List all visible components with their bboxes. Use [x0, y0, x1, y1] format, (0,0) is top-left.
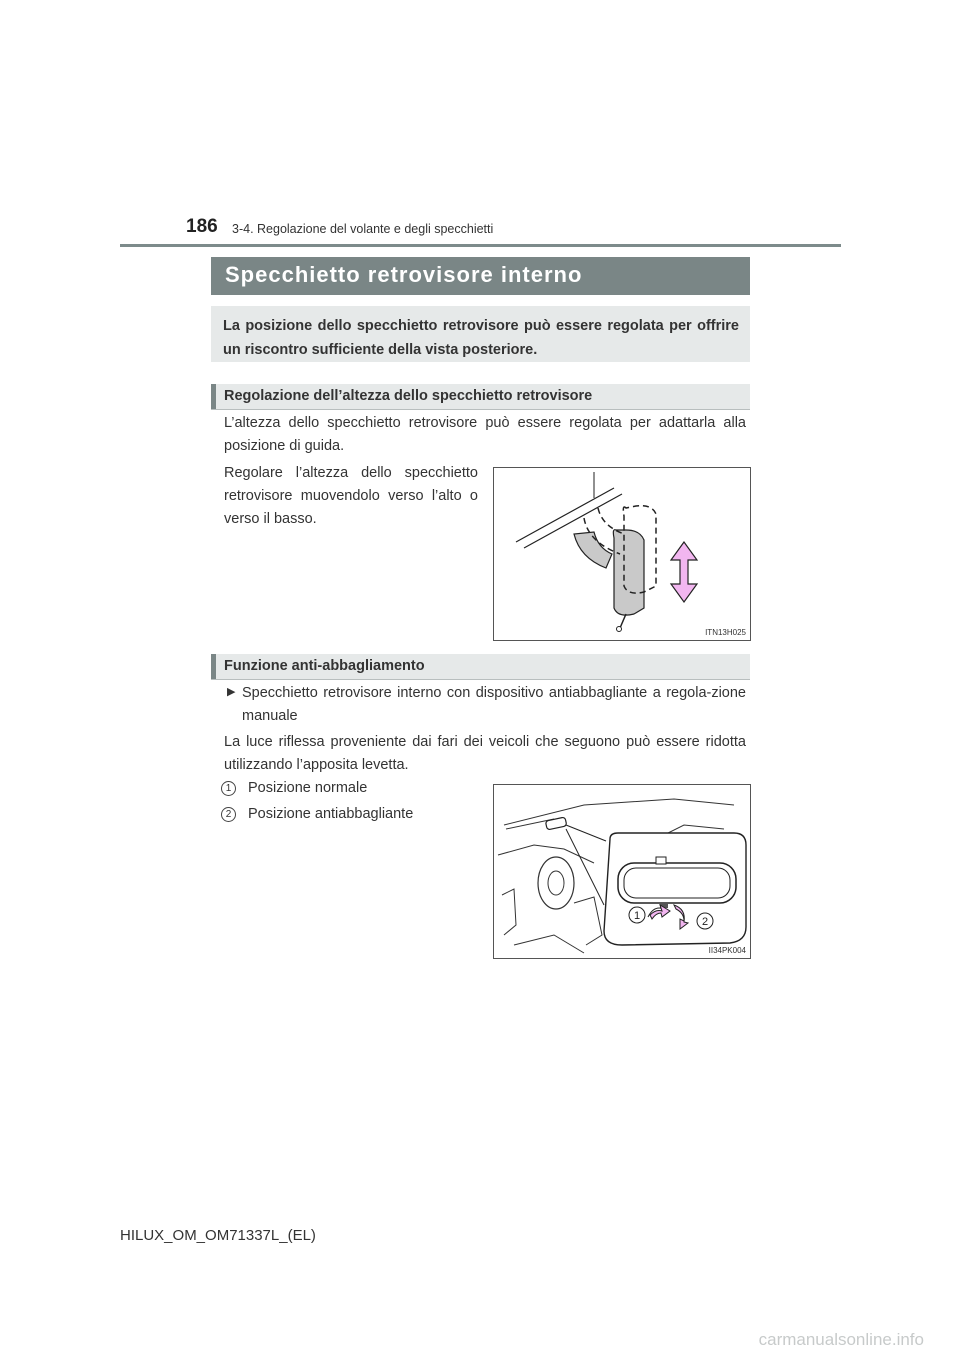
- legend-label: Posizione antiabbagliante: [248, 806, 414, 822]
- figure-code: II34PK004: [708, 946, 746, 955]
- legend-number: 2: [221, 807, 236, 822]
- page-number: 186: [186, 216, 218, 237]
- watermark: carmanualsonline.info: [758, 1330, 924, 1349]
- legend-number: 1: [221, 781, 236, 796]
- antiglare-figure: [493, 784, 751, 959]
- height-paragraph-1: L’altezza dello specchietto retrovisore può essere regolata per adattarla alla posizione di guida.: [224, 415, 746, 454]
- page-title-bar: [211, 257, 750, 295]
- subheading-underline: [211, 409, 750, 410]
- antiglare-paragraph: La luce riflessa proveniente dai fari dei veicoli che seguono può essere ridotta utilizzando l’apposita levetta.: [224, 734, 746, 773]
- subheading-label: Funzione anti-abbagliamento: [224, 658, 425, 674]
- intro-box: [211, 306, 750, 362]
- subheading-accent-bar: [211, 384, 216, 409]
- subheading-underline: [211, 679, 750, 680]
- up-down-arrow-icon: [671, 542, 697, 602]
- subheading-accent-bar: [211, 654, 216, 679]
- bullet-item: Specchietto retrovisore interno con dispositivo antiabbagliante a regola-zione manuale: [242, 685, 746, 724]
- figure-code: ITN13H025: [705, 628, 746, 637]
- mirror-height-illustration: [494, 468, 750, 640]
- intro-text: La posizione dello specchietto retrovisore può essere regolata per offrire un riscontro sufficiente della vista posteriore.: [223, 318, 739, 358]
- page-title: Specchietto retrovisore interno: [225, 262, 583, 287]
- figure-marker-2: 2: [701, 916, 709, 928]
- section-title: 3-4. Regolazione del volante e degli specchietti: [232, 222, 494, 236]
- height-paragraph-2: Regolare l’altezza dello specchietto retrovisore muovendolo verso l’alto o verso il basso.: [224, 465, 478, 527]
- cabin-mirror-illustration: [494, 785, 750, 958]
- legend-item: [221, 780, 367, 796]
- legend-item: [221, 806, 413, 822]
- subheading-height-adjustment: [211, 384, 750, 409]
- legend-label: Posizione normale: [248, 780, 368, 796]
- subheading-label: Regolazione dell’altezza dello specchietto retrovisore: [224, 388, 593, 404]
- figure-marker-1: 1: [633, 910, 641, 922]
- header-divider: [120, 244, 841, 247]
- bullet-arrow-icon: ▶: [227, 686, 236, 698]
- document-code: HILUX_OM_OM71337L_(EL): [120, 1227, 316, 1244]
- subheading-antiglare: [211, 654, 750, 679]
- mirror-height-figure: [493, 467, 751, 641]
